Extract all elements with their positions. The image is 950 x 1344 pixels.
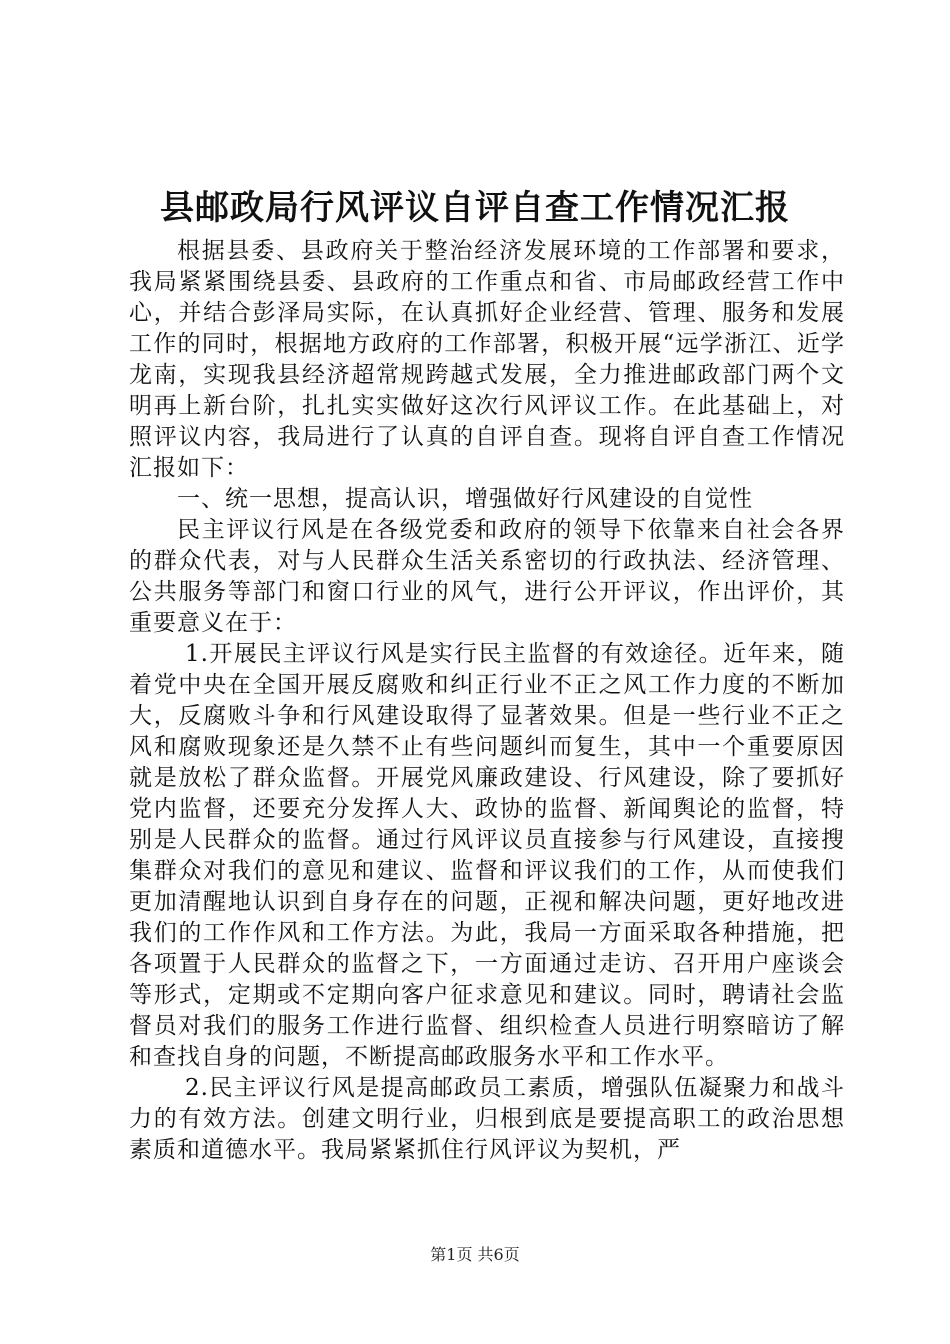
document-body: [129, 236, 845, 1166]
page-number-footer: 第1页 共6页: [430, 1245, 520, 1264]
paragraph-point-1: 1.开展民主评议行风是实行民主监督的有效途径。近年来，随着党中央在全国开展反腐败和纠正行业不正之风工作力度的不断加大，反腐败斗争和行风建设取得了显著效果。但是一些行业不正之风和腐败现象还是久禁不止有些问题纠而复生，其中一个重要原因就是放松了群众监督。开展党风廉政建设、行风建设，除了要抓好党内监督，还要充分发挥人大、政协的监督、新闻舆论的监督，特别是人民群众的监督。通过行风评议员直接参与行风建设，直接搜集群众对我们的意见和建议、监督和评议我们的工作，从而使我们更加清醒地认识到自身存在的问题，正视和解决问题，更好地改进我们的工作作风和工作方法。为此，我局一方面采取各种措施，把各项置于人民群众的监督之下，一方面通过走访、召开用户座谈会等形式，定期或不定期向客户征求意见和建议。同时，聘请社会监督员对我们的服务工作进行监督、组织检查人员进行明察暗访了解和查找自身的问题，不断提高邮政服务水平和工作水平。: [129, 641, 845, 1070]
document-title: 县邮政局行风评议自评自查工作情况汇报: [160, 188, 790, 228]
paragraph-point-2: 2.民主评议行风是提高邮政员工素质，增强队伍凝聚力和战斗力的有效方法。创建文明行业，归根到底是要提高职工的政治思想素质和道德水平。我局紧紧抓住行风评议为契机，严: [129, 1075, 845, 1163]
paragraph-significance: 民主评议行风是在各级党委和政府的领导下依靠来自社会各界的群众代表，对与人民群众生活关系密切的行政执法、经济管理、公共服务等部门和窗口行业的风气，进行公开评议，作出评价，其重要意义在于：: [129, 517, 845, 636]
paragraph-intro: 根据县委、县政府关于整治经济发展环境的工作部署和要求，我局紧紧围绕县委、县政府的工作重点和省、市局邮政经营工作中心，并结合彭泽局实际，在认真抓好企业经营、管理、服务和发展工作的同时，根据地方政府的工作部署，积极开展“远学浙江、近学龙南，实现我县经济超常规跨越式发展，全力推进邮政部门两个文明再上新台阶，扎扎实实做好这次行风评议工作。在此基础上，对照评议内容，我局进行了认真的自评自查。现将自评自查工作情况汇报如下：: [129, 238, 845, 481]
section-heading-1: 一、统一思想，提高认识，增强做好行风建设的自觉性: [177, 486, 753, 512]
